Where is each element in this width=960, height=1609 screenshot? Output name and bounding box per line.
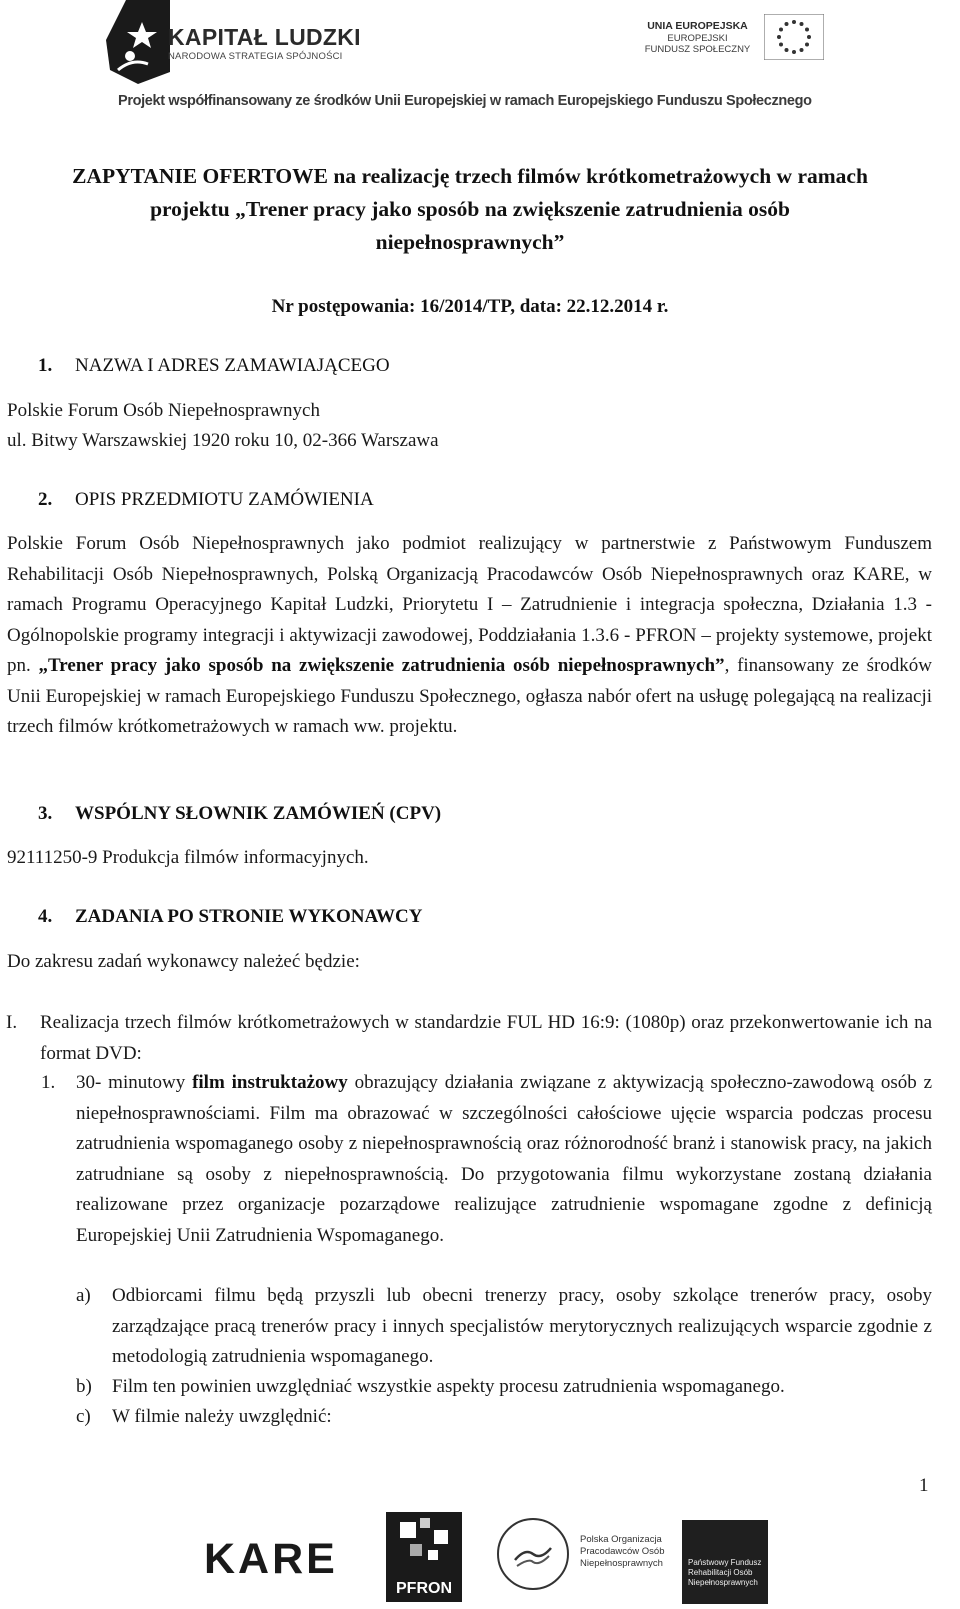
section-2-body — [7, 529, 932, 743]
section-3-heading — [38, 803, 441, 825]
pfron-emblem-icon — [386, 1512, 462, 1576]
pfr-line-1: Państwowy Fundusz — [688, 1558, 762, 1567]
section-2-text-part2: , finansowany ze środków Unii Europejskiej w ramach Europejskiego Funduszu Społecznego, ogłasza nabór ofert na usługę polegającą na realizacji trzech filmów krótkometrażowych w ramach ww. projektu. — [7, 655, 933, 737]
section-2-number: 2. — [38, 489, 53, 510]
section-3-title: WSPÓLNY SŁOWNIK ZAMÓWIEŃ (CPV) — [75, 803, 442, 824]
list-marker-I: I. — [6, 1012, 18, 1033]
popon-line-1: Polska Organizacja — [580, 1534, 662, 1545]
orderer-address: ul. Bitwy Warszawskiej 1920 roku 10, 02-366 Warszawa — [7, 430, 439, 451]
pfron-label: PFRON — [396, 1580, 452, 1597]
program-name: KAPITAŁ LUDZKI — [168, 24, 361, 50]
pfron-logo — [386, 1512, 462, 1602]
section-2-text-part1: Polskie Forum Osób Niepełnosprawnych jako podmiot realizujący w partnerstwie z Państwowym Funduszem Rehabilitacji Osób Niepełnosprawnych, Polską Organizacją Pracodawców Osób Niepełnosprawnych oraz KARE, w ramach Programu Operacyjnego Kapitał Ludzki, Priorytetu I – Zatrudnienie i integracja społeczna, Działania 1.3 - Ogólnopolskie programy integracji i aktywizacji zawodowej, Poddziałania 1.3.6 - PFRON – projekty systemowe, projekt pn. — [7, 533, 932, 676]
list-item-a — [76, 1281, 932, 1373]
section-1-title: NAZWA I ADRES ZAMAWIAJĄCEGO — [75, 355, 390, 376]
section-1-heading — [38, 355, 390, 377]
list-item-a-text: Odbiorcami filmu będą przyszli lub obecni trenerzy pracy, osoby szkolące trenerów pracy, osoby zarządzające pracą trenerów pracy i innych specjalistów merytorycznych realizujących wsparcie zgodnie z metodologią zatrudnienia wspomaganego. — [112, 1285, 932, 1367]
pfr-logo — [682, 1520, 768, 1604]
kapital-ludzki-logo — [98, 0, 178, 84]
list-item-b — [76, 1372, 932, 1403]
orderer-name: Polskie Forum Osób Niepełnosprawnych — [7, 400, 320, 421]
project-name: „Trener pracy jako sposób na zwiększenie zatrudnienia osób niepełnosprawnych” — [38, 655, 725, 676]
popon-line-3: Niepełnosprawnych — [580, 1558, 663, 1569]
page-number: 1 — [919, 1475, 929, 1496]
eu-title: UNIA EUROPEJSKA — [647, 20, 748, 32]
program-name-block — [168, 24, 361, 63]
popon-name — [580, 1534, 664, 1570]
list-item-1 — [41, 1068, 933, 1251]
eu-label-block — [640, 20, 755, 55]
pfr-name — [688, 1558, 761, 1588]
section-1-number: 1. — [38, 355, 53, 376]
section-3-number: 3. — [38, 803, 53, 824]
cpv-code: 92111250-9 Produkcja filmów informacyjnych. — [7, 847, 369, 868]
pfr-line-3: Niepełnosprawnych — [688, 1578, 758, 1587]
list-marker-b: b) — [76, 1376, 92, 1397]
pfr-line-2: Rehabilitacji Osób — [688, 1568, 753, 1577]
section-2-heading — [38, 489, 374, 511]
title-line-1: ZAPYTANIE OFERTOWE na realizację trzech filmów krótkometrażowych w ramach — [72, 164, 868, 188]
list-item-1-text: obrazujący działania związane z aktywizacją społeczno-zawodową osób z niepełnosprawnościami. Film ma obrazować w szczególności całościowe ujęcie wsparcia podczas procesu zatrudnienia wspomaganego osoby z niepełnosprawnością oraz różnorodność branż i stanowisk pracy, na jakich zatrudniane są osoby z niepełnosprawnością. Do przygotowania filmu wykorzystane zostaną działania realizowane przez organizacje pozarządowe realizujące zatrudnienie wspomagane zgodne z definicją Europejskiej Unii Zatrudnienia Wspomaganego. — [76, 1072, 933, 1246]
title-line-2: projektu „Trener pracy jako sposób na zwiększenie zatrudnienia osób — [150, 197, 790, 221]
kare-logo: KARE — [204, 1535, 338, 1583]
list-item-I — [6, 1008, 932, 1069]
page-header — [0, 0, 960, 120]
case-number: Nr postępowania: 16/2014/TP, data: 22.12.2014 r. — [271, 296, 669, 317]
list-item-c-text: W filmie należy uwzględnić: — [112, 1406, 332, 1427]
list-marker-c: c) — [76, 1406, 91, 1427]
cofinancing-note: Projekt współfinansowany ze środków Unii Europejskiej w ramach Europejskiego Funduszu Społecznego — [118, 93, 812, 109]
section-4-heading — [38, 906, 423, 928]
eu-fund-line2: FUNDUSZ SPOŁECZNY — [644, 44, 751, 55]
list-item-1-pre: 30- minutowy — [76, 1072, 186, 1093]
document-title — [10, 160, 930, 259]
program-subtitle: NARODOWA STRATEGIA SPÓJNOŚCI — [168, 51, 343, 62]
section-4-title: ZADANIA PO STRONIE WYKONAWCY — [75, 906, 423, 927]
section-4-number: 4. — [38, 906, 53, 927]
popon-line-2: Pracodawców Osób — [580, 1546, 665, 1557]
list-item-I-text: Realizacja trzech filmów krótkometrażowych w standardzie FUL HD 16:9: (1080p) oraz przekonwertowanie ich na format DVD: — [40, 1012, 932, 1064]
eu-fund-line1: EUROPEJSKI — [667, 33, 728, 44]
section-4-intro: Do zakresu zadań wykonawcy należeć będzie: — [7, 951, 360, 972]
list-marker-a: a) — [76, 1285, 91, 1306]
list-item-1-bold: film instruktażowy — [192, 1072, 348, 1093]
list-item-b-text: Film ten powinien uwzględniać wszystkie aspekty procesu zatrudnienia wspomaganego. — [112, 1376, 785, 1397]
section-2-title: OPIS PRZEDMIOTU ZAMÓWIENIA — [75, 489, 374, 510]
popon-emblem-icon — [497, 1518, 569, 1590]
eu-flag-icon — [764, 14, 824, 60]
list-marker-1: 1. — [41, 1072, 56, 1093]
title-line-3: niepełnosprawnych” — [375, 230, 565, 254]
list-item-c — [76, 1402, 932, 1433]
